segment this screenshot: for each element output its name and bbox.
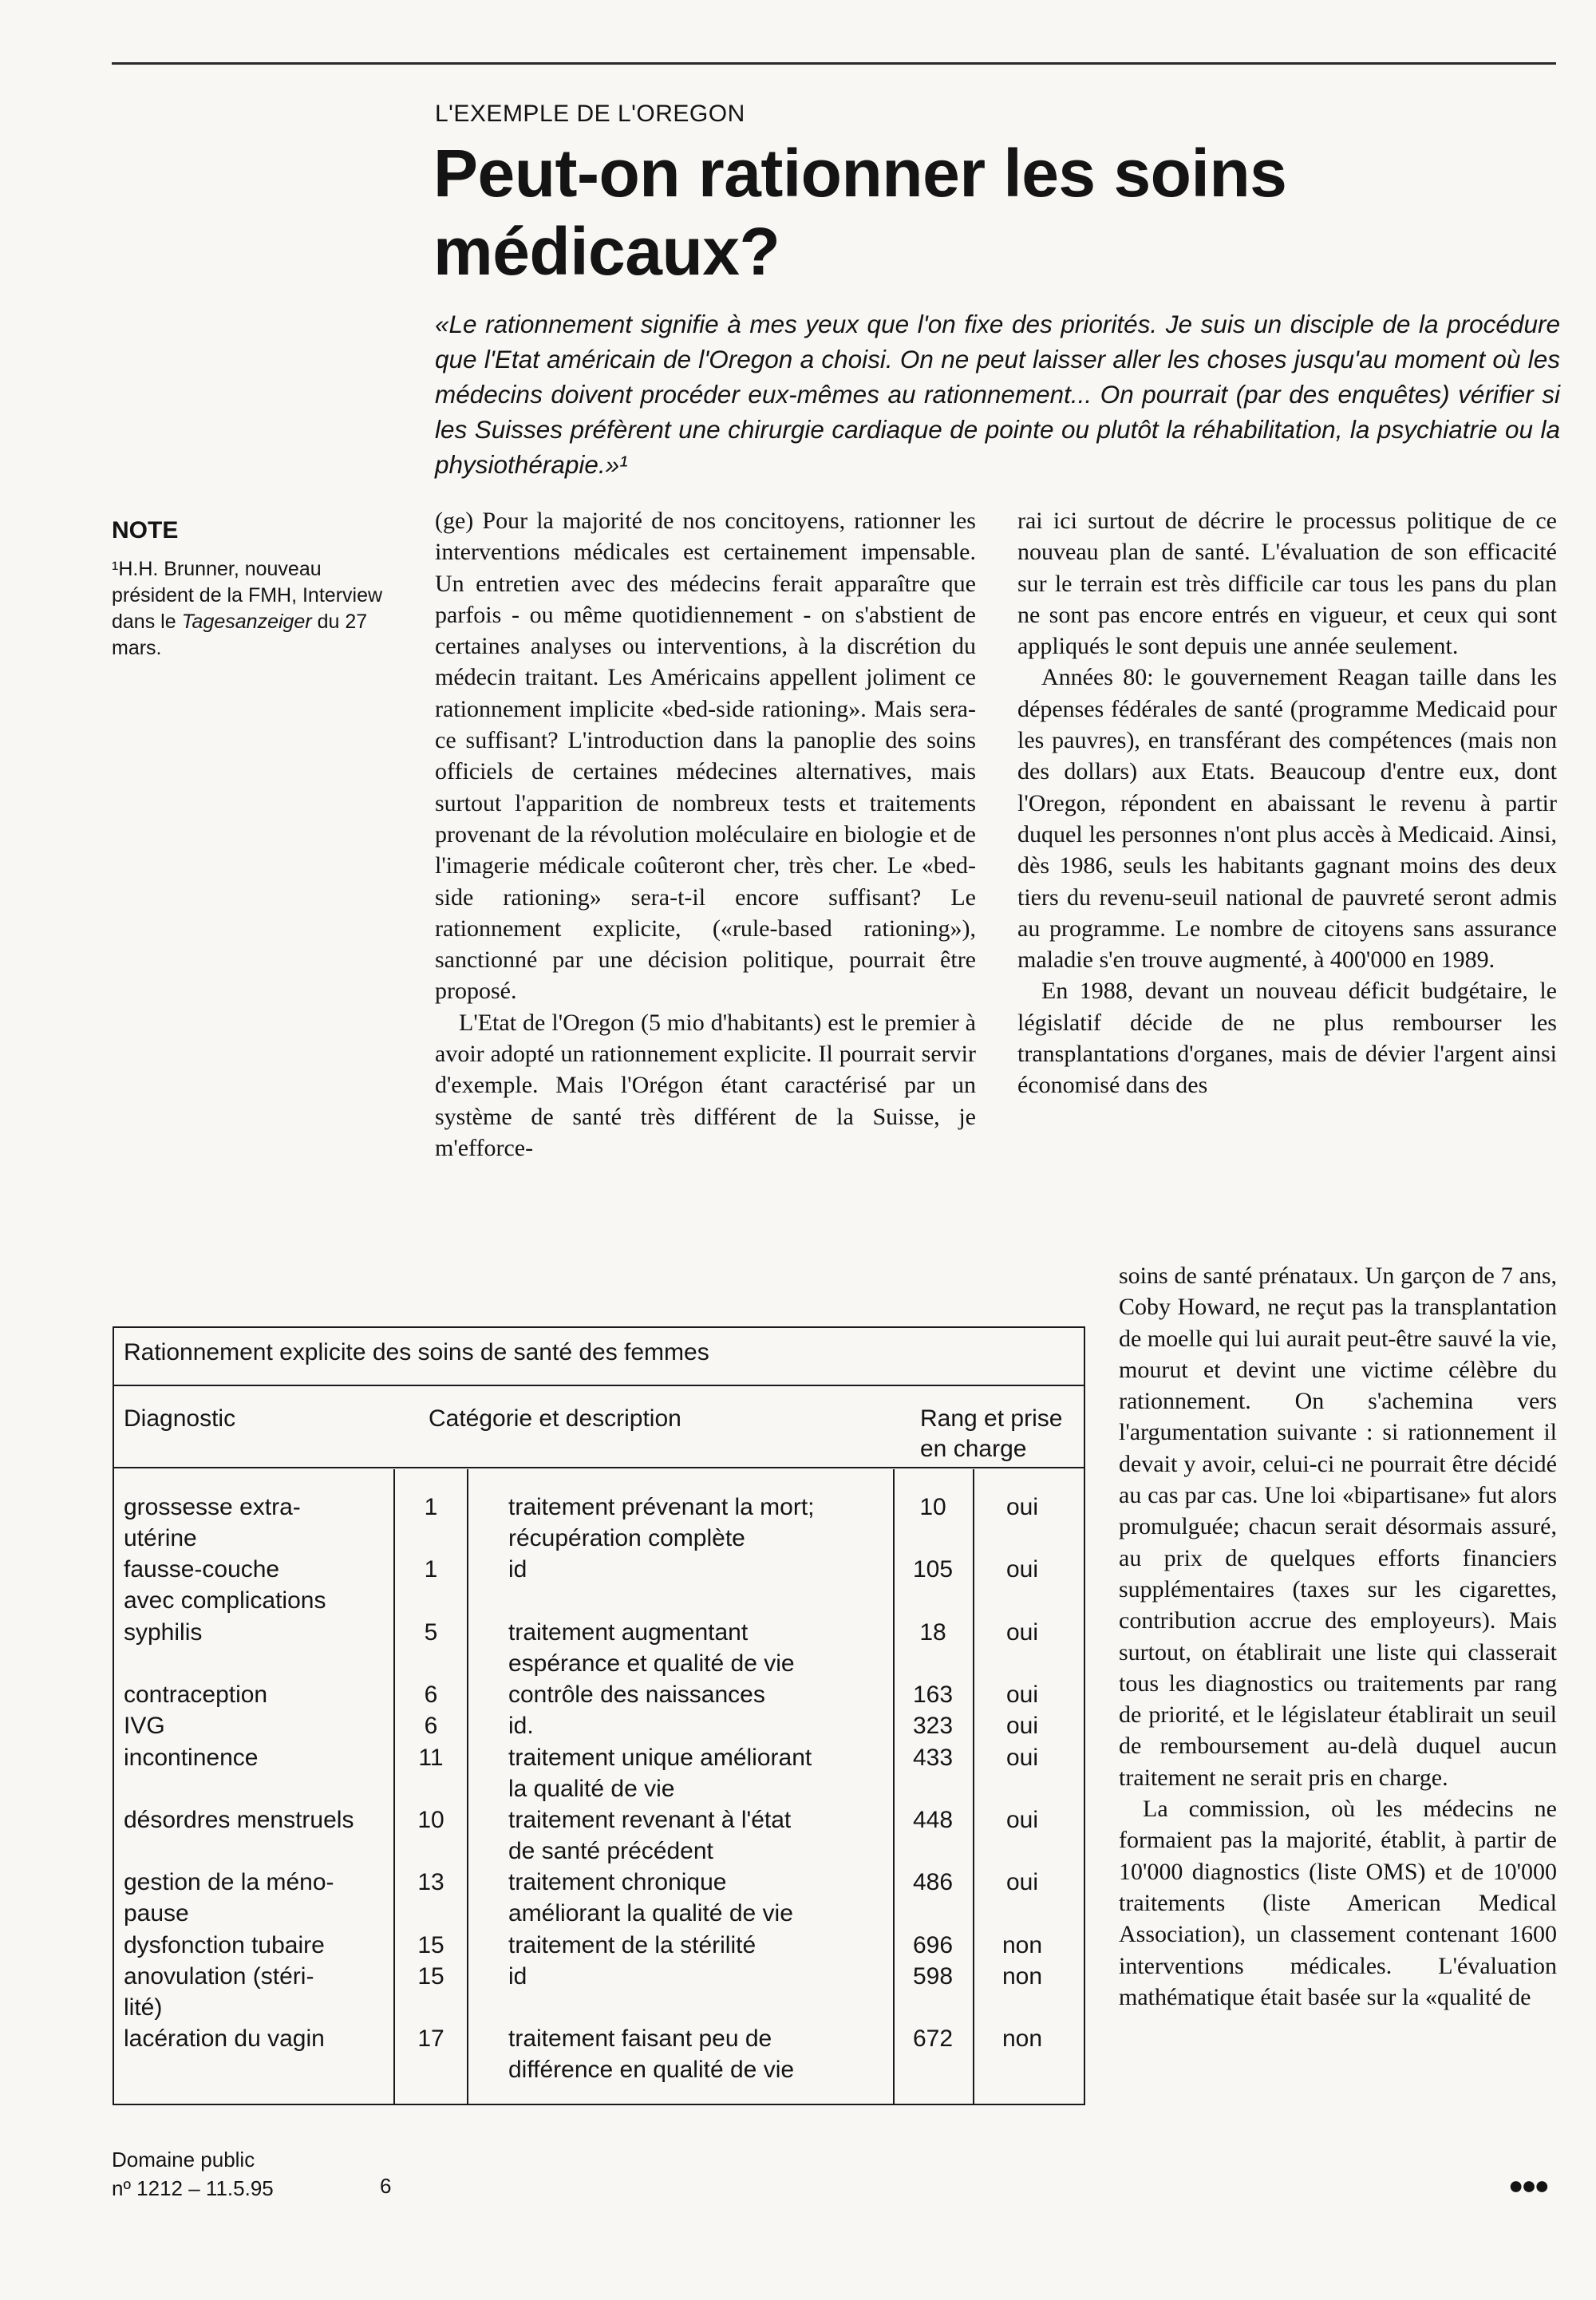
- diagnostic-line: avec complications: [124, 1587, 326, 1614]
- body-column-2: [1017, 505, 1557, 1101]
- rationing-table: [113, 1326, 1085, 2105]
- cell-description: [508, 2023, 891, 2085]
- cell-rank: 696: [912, 1931, 954, 1958]
- cell-covered: oui: [1005, 1744, 1039, 1771]
- cell-diagnostic: [124, 2023, 387, 2054]
- note-source: Tagesanzeiger: [181, 611, 312, 633]
- cell-covered: non: [1001, 2025, 1043, 2053]
- cell-diagnostic: [124, 1492, 387, 1554]
- cell-covered: non: [1001, 1931, 1043, 1958]
- cell-covered: oui: [1005, 1682, 1039, 1709]
- header-rank: Rang et prise en charge: [920, 1405, 1063, 1462]
- table-divider: [114, 1467, 1084, 1468]
- cell-diagnostic: [124, 1554, 387, 1616]
- cell-rank: 448: [912, 1807, 954, 1833]
- publication-name: Domaine public: [112, 2148, 255, 2172]
- cell-description: [508, 1961, 891, 1992]
- cell-description: [508, 1804, 891, 1867]
- cell-rank: 486: [912, 1869, 954, 1896]
- cell-rank: 672: [912, 2025, 954, 2053]
- cell-rank: 163: [912, 1682, 954, 1709]
- description-line: traitement de la stérilité: [508, 1931, 757, 1958]
- cell-description: [508, 1930, 891, 1961]
- cell-diagnostic: [124, 1804, 387, 1836]
- description-line: traitement unique améliorant: [508, 1744, 812, 1771]
- paragraph: En 1988, devant un nouveau déficit budgétaire, le législatif décide de ne plus rembourser les transplantations d'organes, mais de dévier l'argent ainsi économisé dans des: [1017, 978, 1557, 1099]
- cell-rank: 10: [919, 1494, 946, 1520]
- top-rule: [112, 62, 1556, 65]
- body-column-3: [1119, 1260, 1557, 2013]
- description-line: id.: [508, 1713, 534, 1740]
- paragraph: rai ici surtout de décrire le processus politique de ce nouveau plan de santé. L'évaluation de son efficacité sur le terrain est très difficile car tous les pans du plan ne sont pas encore entrés en vigueur, et ceux qui sont appliqués le sont depuis une année seulement.: [1017, 508, 1557, 660]
- note-text-before: ¹H.H. Brunner, nouveau président de la FMH, Interview dans le: [112, 558, 383, 633]
- cell-description: [508, 1742, 891, 1804]
- description-line: espérance et qualité de vie: [508, 1650, 795, 1677]
- diagnostic-line: gestion de la méno-: [124, 1869, 334, 1896]
- diagnostic-line: incontinence: [124, 1744, 259, 1771]
- cell-description: [508, 1617, 891, 1679]
- paragraph: Années 80: le gouvernement Reagan taille dans les dépenses fédérales de santé (programme Medicaid pour les pauvres), en transférant des compétences (mais non des dollars) aux Etats. Beaucoup d'entre eux, dont l'Oregon, répondent en abaissant le revenu à partir duquel les personnes n'ont plus accès à Medicaid. Ainsi, dès 1986, seuls les habitants gagnant moins des deux tiers du revenu-seuil national de pauvreté seront admis au programme. Le nombre de citoyens sans assurance maladie s'en trouve augmenté, à 400'000 en 1989.: [1017, 664, 1557, 974]
- note-text: [112, 556, 391, 662]
- table-divider: [114, 1385, 1084, 1386]
- cell-diagnostic: [124, 1867, 387, 1929]
- cell-category: 10: [417, 1807, 444, 1833]
- continuation-marker: ●●●: [1508, 2171, 1547, 2199]
- diagnostic-line: anovulation (stéri-: [124, 1963, 314, 1990]
- cell-category: 1: [424, 1494, 438, 1520]
- description-line: traitement augmentant: [508, 1618, 749, 1646]
- description-line: id: [508, 1556, 527, 1583]
- description-line: traitement chronique: [508, 1869, 727, 1896]
- cell-category: 6: [424, 1713, 438, 1740]
- diagnostic-line: utérine: [124, 1525, 197, 1551]
- cell-category: 15: [417, 1963, 444, 1990]
- cell-diagnostic: [124, 1961, 387, 2023]
- cell-diagnostic: [124, 1742, 387, 1773]
- header-category: Catégorie et description: [429, 1405, 681, 1432]
- diagnostic-line: désordres menstruels: [124, 1807, 354, 1833]
- cell-category: 13: [417, 1869, 444, 1896]
- cell-rank: 598: [912, 1963, 954, 1990]
- note-text-after: du 27 mars.: [112, 611, 368, 659]
- issue-number: nº 1212 – 11.5.95: [112, 2176, 274, 2200]
- description-line: de santé précédent: [508, 1838, 713, 1864]
- cell-diagnostic: [124, 1710, 387, 1741]
- cell-diagnostic: [124, 1617, 387, 1648]
- description-line: contrôle des naissances: [508, 1682, 765, 1709]
- article-title: Peut-on rationner les soins médicaux?: [433, 136, 1287, 289]
- cell-category: 5: [424, 1618, 438, 1646]
- diagnostic-line: lité): [124, 1994, 163, 2021]
- diagnostic-line: fausse-couche: [124, 1556, 280, 1583]
- description-line: traitement faisant peu de: [508, 2025, 772, 2053]
- column-divider: [467, 1469, 468, 2104]
- cell-description: [508, 1867, 891, 1929]
- cell-rank: 323: [912, 1713, 954, 1740]
- cell-category: 17: [417, 2025, 444, 2053]
- cell-description: [508, 1492, 891, 1554]
- page-number: 6: [380, 2174, 392, 2198]
- cell-rank: 433: [912, 1744, 954, 1771]
- paragraph: (ge) Pour la majorité de nos concitoyens, rationner les interventions médicales est certainement impensable. Un entretien avec des médecins ferait apparaître que parfois - ou même quotidiennement - on s'abstient de certaines analyses ou interventions, à la discrétion du médecin traitant. Les Américains appellent joliment ce rationnement implicite «bed-side rationing». Mais sera-ce suffisant? L'introduction dans la panoplie des soins officiels de certaines médecines alternatives, mais surtout l'apparition de nombreux tests et traitements provenant de la révolution moléculaire en biologie et de l'imagerie médicale coûteront cher, très cher. Le «bed-side rationing» sera-t-il encore suffisant? Le rationnement explicite, («rule-based rationing»), sanctionné par une décision politique, pourrait être proposé.: [435, 508, 976, 1005]
- description-line: la qualité de vie: [508, 1775, 675, 1802]
- cell-covered: oui: [1005, 1494, 1039, 1520]
- lead-quote: «Le rationnement signifie à mes yeux que l'on fixe des priorités. Je suis un disciple de la procédure que l'Etat américain de l'Oregon a choisi. On ne peut laisser aller les choses jusqu'au moment où les médecins doivent procéder eux-mêmes au rationnement... On pourrait (par des enquêtes) vérifier si les Suisses préfèrent une chirurgie cardiaque de pointe ou plutôt la réhabilitation, la psychiatrie ou la physiothérapie.»¹: [435, 310, 1560, 479]
- cell-description: [508, 1710, 891, 1741]
- note-heading: NOTE: [112, 517, 179, 543]
- description-line: récupération complète: [508, 1525, 745, 1551]
- description-line: différence en qualité de vie: [508, 2057, 795, 2084]
- cell-covered: oui: [1005, 1556, 1039, 1583]
- kicker: L'EXEMPLE DE L'OREGON: [435, 101, 745, 127]
- body-column-1: [435, 505, 976, 1164]
- diagnostic-line: grossesse extra-: [124, 1494, 301, 1520]
- diagnostic-line: contraception: [124, 1682, 268, 1709]
- cell-covered: oui: [1005, 1869, 1039, 1896]
- cell-rank: 105: [912, 1556, 954, 1583]
- description-line: améliorant la qualité de vie: [508, 1900, 793, 1927]
- description-line: traitement revenant à l'état: [508, 1807, 792, 1833]
- cell-category: 11: [418, 1744, 444, 1771]
- cell-diagnostic: [124, 1679, 387, 1710]
- diagnostic-line: pause: [124, 1900, 189, 1927]
- cell-category: 6: [424, 1682, 438, 1709]
- paragraph: L'Etat de l'Oregon (5 mio d'habitants) est le premier à avoir adopté un rationnement explicite. Il pourrait servir d'exemple. Mais l'Orégon étant caractérisé par un système de santé très différent de la Suisse, je m'efforce-: [435, 1009, 976, 1161]
- cell-covered: oui: [1005, 1618, 1039, 1646]
- cell-description: [508, 1554, 891, 1585]
- cell-rank: 18: [919, 1618, 946, 1646]
- cell-covered: oui: [1005, 1807, 1039, 1833]
- cell-category: 1: [424, 1556, 438, 1583]
- cell-covered: non: [1001, 1963, 1043, 1990]
- diagnostic-line: dysfonction tubaire: [124, 1931, 325, 1958]
- table-title: Rationnement explicite des soins de santé des femmes: [124, 1339, 709, 1365]
- description-line: traitement prévenant la mort;: [508, 1494, 815, 1520]
- header-diagnostic: Diagnostic: [124, 1405, 236, 1432]
- paragraph: soins de santé prénataux. Un garçon de 7 ans, Coby Howard, ne reçut pas la transplantation de moelle qui lui aurait peut-être sauvé la vie, mourut et devint une victime célèbre du rationnement. On s'achemina vers l'argumentation suivante : si rationnement il devait y avoir, celui-ci ne pourrait être décidé au cas par cas. Une loi «bipartisane» fut alors promulguée; chacun serait désormais assuré, au prix de quelques efforts financiers supplémentaires (taxes sur les cigarettes, contribution accrue des employeurs). Mais surtout, on établirait une liste qui classerait tous les diagnostics ou traitements par rang de priorité, et le législateur établirait un seuil de remboursement au-delà duquel aucun traitement ne serait pris en charge.: [1119, 1263, 1557, 1791]
- cell-covered: oui: [1005, 1713, 1039, 1740]
- diagnostic-line: syphilis: [124, 1618, 203, 1646]
- paragraph: La commission, où les médecins ne formaient pas la majorité, établit, à partir de 10'000 diagnostics (liste OMS) et de 10'000 traitements (liste American Medical Association), un classement contenant 1600 interventions médicales. L'évaluation mathématique était basée sur la «qualité de: [1119, 1796, 1557, 2010]
- cell-category: 15: [417, 1931, 444, 1958]
- description-line: id: [508, 1963, 527, 1990]
- diagnostic-line: IVG: [124, 1713, 165, 1740]
- diagnostic-line: lacération du vagin: [124, 2025, 325, 2053]
- cell-diagnostic: [124, 1930, 387, 1961]
- footer-publication: [112, 2145, 274, 2203]
- cell-description: [508, 1679, 891, 1710]
